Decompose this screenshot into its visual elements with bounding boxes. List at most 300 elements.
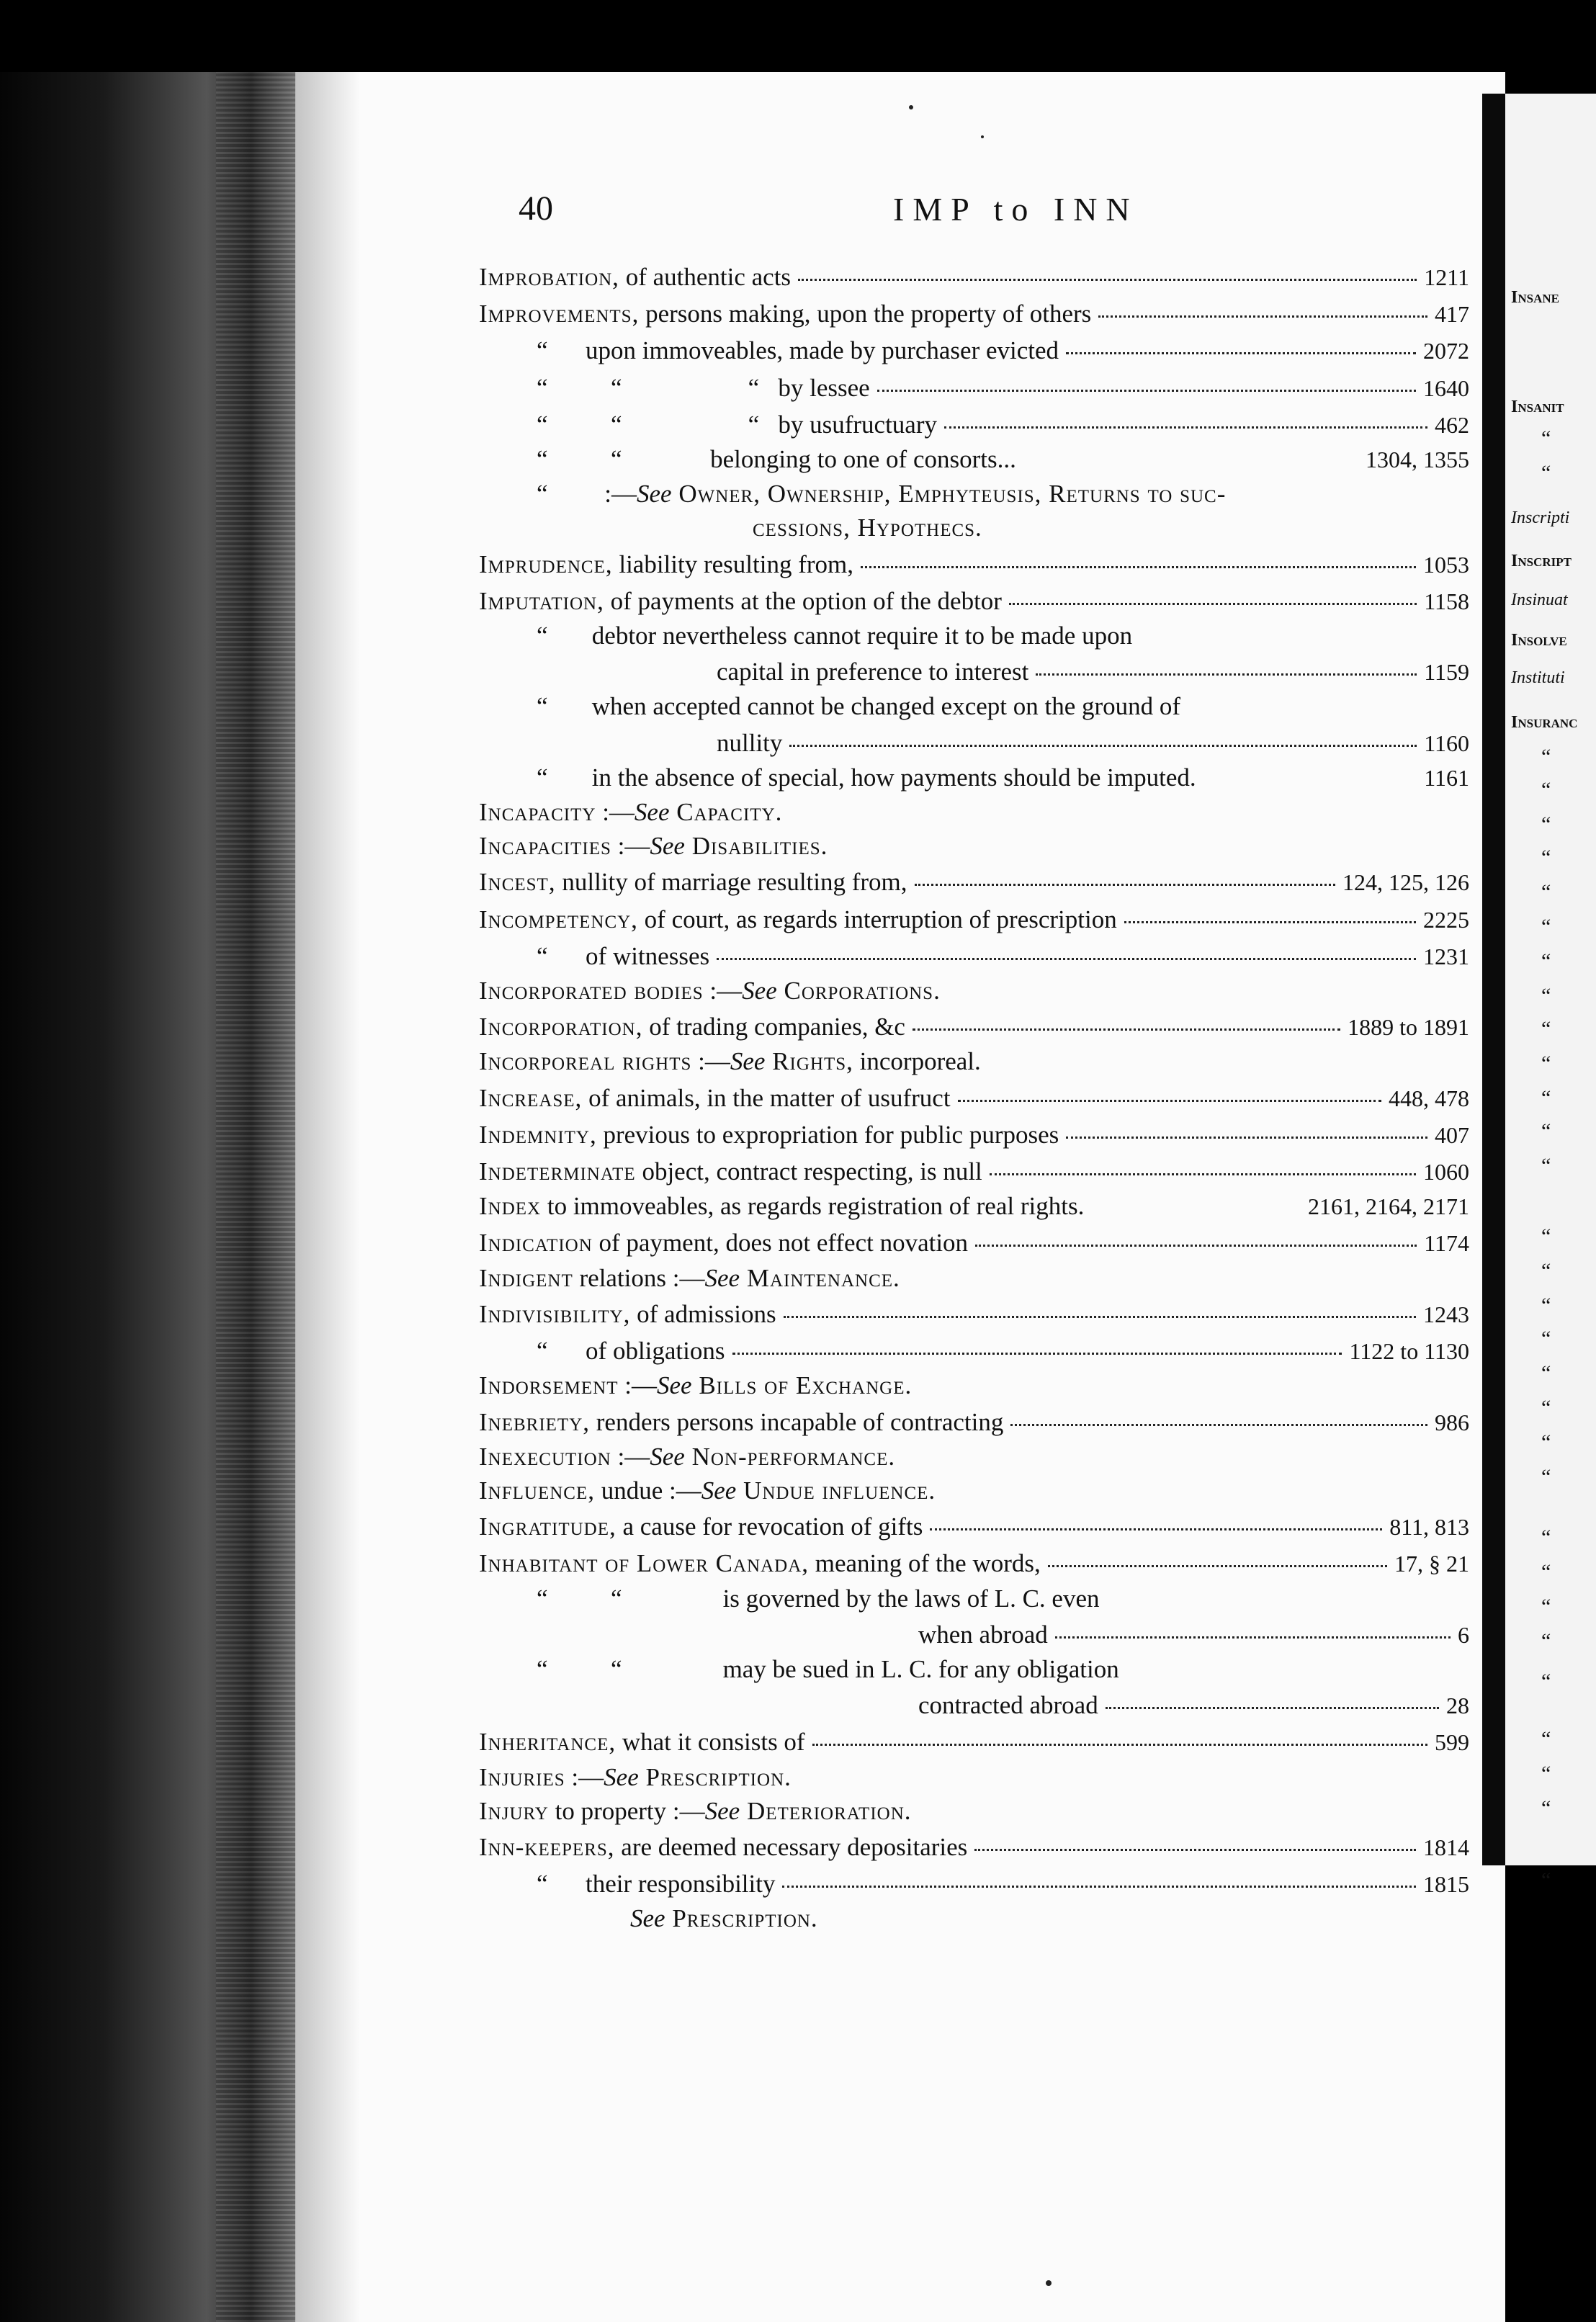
entry-text [479,1118,1059,1152]
cross-reference-heading: Non-performance. [684,1442,896,1471]
see-reference: See [704,1796,740,1825]
index-entry [479,761,1469,795]
index-entry [479,863,1469,900]
entry-heading: Ingratitude, [479,1512,617,1541]
index-entry [479,331,1469,368]
print-speck [981,135,984,138]
facing-page-fragment: “ [1541,1294,1551,1317]
cross-reference-heading: Capacity. [669,798,783,827]
entry-description: “ “ belonging to one of consorts... [537,445,1016,474]
entry-text [479,1010,905,1044]
entry-heading: Inheritance, [479,1728,617,1757]
entry-text [537,1867,775,1901]
facing-page-fragment: “ [1541,1430,1551,1454]
index-entry [479,900,1469,937]
index-entry [479,619,1469,653]
index-entry [479,1686,1469,1723]
entry-description: “ upon immoveables, made by purchaser evicted [537,336,1059,365]
index-entry [479,545,1469,582]
facing-page-fragment: “ [1541,1560,1551,1584]
index-entry [479,937,1469,974]
entry-heading: Index [479,1192,542,1221]
entry-text [479,1474,936,1507]
entry-heading: Inexecution [479,1442,611,1471]
leader-dots [958,1075,1381,1102]
entry-text [479,829,828,863]
cross-reference-heading: Owner, Ownership, Emphyteusis, Returns to suc- [671,480,1227,508]
entry-description: :— [596,798,635,827]
entry-heading: Indication [479,1229,593,1258]
entry-text [717,655,1028,689]
facing-page-fragment: “ [1541,1525,1551,1549]
leader-dots [913,1003,1340,1031]
entry-description: liability resulting from, [612,550,853,578]
leader-dots [789,720,1417,747]
entry-description: of trading companies, &c [642,1013,905,1041]
entry-heading: Influence, [479,1476,595,1505]
entry-heading: Injury [479,1796,549,1825]
entry-description: previous to expropriation for public purposes [596,1120,1059,1149]
entry-description: “ “ may be sued in L. C. for any obligation [537,1654,1119,1683]
article-number: 1060 [1423,1159,1469,1185]
index-entry [479,582,1469,619]
entry-description: object, contract respecting, is null [635,1157,982,1186]
facing-page-fragment: “ [1541,1361,1551,1385]
entry-text [479,1189,1084,1223]
leader-dots [974,1824,1416,1851]
index-entry [479,369,1469,405]
entry-description: “ in the absence of special, how payments should be imputed. [537,763,1196,792]
entry-text [479,297,1091,331]
gutter-texture [216,72,295,2322]
article-number: 1304, 1355 [1366,447,1469,473]
entry-heading: cessions, Hypothecs. [753,514,982,542]
index-entries [479,258,1469,1936]
article-number: 811, 813 [1389,1514,1469,1541]
article-number: 417 [1435,301,1469,328]
entry-description: relations :— [573,1263,705,1292]
article-number: 462 [1435,411,1469,438]
index-entry [479,1044,1469,1078]
index-entry [479,1507,1469,1544]
entry-text [479,865,907,899]
entry-heading: Incorporation, [479,1013,643,1041]
facing-page-fragment: “ [1541,1629,1551,1653]
article-number: 1815 [1423,1871,1469,1898]
article-number: 6 [1458,1621,1469,1648]
entry-text [753,511,982,544]
index-entry [479,1332,1469,1368]
entry-description: renders persons incapable of contracting [590,1407,1004,1436]
facing-page-fragment: “ [1541,1259,1551,1283]
leader-dots [1106,1682,1439,1709]
leader-dots [812,1718,1427,1746]
entry-heading: Incompetency, [479,905,638,933]
leader-dots [1066,327,1416,354]
index-entry [479,1224,1469,1260]
facing-page-fragment: “ [1541,1796,1551,1820]
entry-description: of admissions [630,1299,776,1328]
entry-description: :— [618,1371,657,1400]
entry-text [479,1226,968,1260]
entry-text [537,939,709,973]
entry-heading: Increase, [479,1083,583,1112]
leader-dots [975,1219,1417,1247]
leader-dots [930,1503,1382,1530]
running-head: IMP to INN [893,191,1139,228]
entry-description: persons making, upon the property of others [639,300,1092,328]
article-number: 1640 [1423,375,1469,401]
article-number: 407 [1435,1121,1469,1148]
index-entry [479,974,1469,1008]
index-entry [479,1008,1469,1044]
facing-page-fragment: “ [1541,1154,1551,1178]
entry-heading: Incorporated bodies [479,977,704,1005]
entry-description: of court, as regards interruption of prescription [637,905,1117,933]
entry-description: to immoveables, as regards registration of real rights. [541,1192,1085,1221]
index-entry [479,1474,1469,1507]
article-number: 1122 to 1130 [1349,1338,1469,1365]
entry-heading: Improvements, [479,300,640,328]
see-reference: See [701,1476,737,1505]
facing-page-fragment: “ [1541,1595,1551,1618]
cross-reference-heading: Undue influence. [736,1476,936,1505]
see-reference: See [604,1762,639,1791]
entry-text [479,1440,895,1474]
entry-text [479,1155,982,1188]
entry-description: :— [565,1762,604,1791]
print-speck [909,105,913,109]
facing-page-fragment: “ [1541,1017,1551,1041]
entry-description: “ “ “ by usufructuary [537,410,937,439]
entry-heading: Inebriety, [479,1407,591,1436]
leader-dots [1036,648,1417,676]
entry-text [630,1901,818,1935]
entry-text [479,260,791,294]
cross-reference-heading: Prescription. [665,1904,818,1933]
facing-page-fragment: “ [1541,984,1551,1008]
entry-description: when abroad [918,1620,1048,1649]
see-reference: See [742,977,777,1005]
article-number: 2225 [1423,906,1469,933]
article-number: 1174 [1424,1230,1469,1257]
entry-heading: Imprudence, [479,550,613,578]
cross-reference-heading: Rights, [765,1047,853,1076]
cross-reference-heading: Maintenance. [740,1263,900,1292]
leader-dots [1010,1399,1427,1426]
facing-page-fragment: “ [1541,1327,1551,1350]
facing-page-fragment: “ [1541,1224,1551,1248]
entry-description: :— [611,1442,650,1471]
leader-dots [1066,1111,1427,1139]
article-number: 124, 125, 126 [1342,869,1469,896]
leader-dots [717,933,1416,960]
entry-description: “ their responsibility [537,1870,776,1899]
index-entry [479,1615,1469,1652]
leader-dots [1203,756,1417,781]
see-reference: See [704,1263,740,1292]
facing-page-fragment: “ [1541,812,1551,836]
entry-text [479,1368,912,1402]
see-reference: See [630,1904,665,1933]
entry-text [479,547,853,581]
article-number: 2072 [1423,338,1469,364]
facing-page-fragment: “ [1541,1727,1551,1751]
entry-description: “ when accepted cannot be changed except on the ground of [537,692,1181,721]
entry-text [479,902,1117,936]
entry-description: “ of witnesses [537,941,710,970]
facing-page-fragment: “ [1541,880,1551,904]
entry-description: a cause for revocation of gifts [616,1512,923,1541]
cross-reference-heading: Prescription. [638,1762,792,1791]
entry-text [479,1760,792,1794]
entry-text [479,1081,951,1115]
index-entry [479,1079,1469,1116]
entry-description: nullity of marriage resulting from, [555,868,907,897]
index-entry [479,1828,1469,1865]
entry-text [479,1405,1003,1439]
see-reference: See [650,832,685,861]
leader-dots [1023,438,1358,463]
entry-heading: Indigent [479,1263,573,1292]
entry-text [479,1794,912,1828]
entry-heading: Inhabitant of Lower Canada, [479,1549,810,1578]
entry-text [537,333,1059,367]
entry-description: contracted abroad [918,1691,1098,1720]
leader-dots [877,364,1416,392]
article-number: 986 [1435,1409,1469,1435]
facing-page-fragment: “ [1541,1669,1551,1693]
entry-heading: Improbation, [479,263,619,291]
entry-description: :— [611,832,650,861]
facing-page-fragment: Inscript [1511,552,1572,570]
entry-heading: Indorsement [479,1371,619,1400]
index-entry [479,1403,1469,1440]
leader-dots [1098,290,1427,318]
entry-text [479,1261,900,1295]
index-entry [479,1723,1469,1760]
entry-description: of authentic acts [619,263,792,291]
entry-heading: Incorporeal rights [479,1047,692,1076]
facing-page-fragment: Insinuat [1511,591,1568,609]
leader-dots [1048,1540,1387,1567]
article-number: 1231 [1423,943,1469,969]
entry-text [537,371,870,405]
entry-text [717,726,782,760]
index-entry [479,258,1469,295]
entry-heading: Imputation, [479,586,604,615]
entry-heading: Indivisibility, [479,1299,631,1328]
entry-description: of payments at the option of the debtor [604,586,1002,615]
see-reference: See [730,1047,766,1076]
entry-description: “ debtor nevertheless cannot require it to be made upon [537,622,1133,650]
facing-page-fragment: Insanit [1511,398,1564,416]
entry-description: undue :— [594,1476,701,1505]
facing-page-fragment: “ [1541,846,1551,869]
entry-description: to property :— [548,1796,705,1825]
entry-description: “ “ “ by lessee [537,373,870,402]
leader-dots [732,1327,1342,1355]
facing-page-fragment: “ [1541,1465,1551,1489]
entry-description: of payment, does not effect novation [592,1229,969,1258]
print-speck [1046,2280,1052,2286]
page-number: 40 [519,189,553,228]
facing-page-fragment: “ [1541,778,1551,802]
facing-page-fragment: “ [1541,1052,1551,1075]
entry-text [918,1688,1098,1722]
entry-text [537,1334,725,1368]
entry-heading: Incapacities [479,832,611,861]
entry-text [479,974,941,1008]
article-number: 1243 [1423,1301,1469,1327]
article-number: 2161, 2164, 2171 [1308,1193,1469,1220]
entry-description: are deemed necessary depositaries [614,1832,968,1861]
article-number: 448, 478 [1389,1085,1469,1111]
entry-text [537,477,1226,511]
index-entry [479,477,1469,511]
facing-page-fragment: “ [1541,915,1551,938]
index-entry [479,1152,1469,1189]
facing-page-fragment: “ [1541,461,1551,485]
index-entry [479,1582,1469,1615]
cross-reference-heading: Disabilities. [684,832,828,861]
leader-dots [990,1148,1416,1175]
leader-dots [798,254,1417,281]
index-entry [479,1368,1469,1402]
leader-dots [1009,578,1417,605]
entry-text [537,689,1180,723]
see-reference: See [637,480,672,508]
entry-text [537,1582,1100,1615]
entry-heading: Injuries [479,1762,565,1791]
entry-heading: Incest, [479,868,556,897]
index-entry [479,724,1469,761]
index-entry [479,1261,1469,1295]
entry-description: “ “ is governed by the laws of L. C. even [537,1584,1100,1613]
article-number: 1158 [1424,588,1469,614]
entry-description: meaning of the words, [809,1549,1041,1578]
article-number: 599 [1435,1729,1469,1756]
entry-heading: Incapacity [479,798,596,827]
entry-tail: incorporeal. [853,1047,981,1076]
leader-dots [782,1860,1416,1888]
cross-reference-heading: Corporations. [776,977,941,1005]
entry-description: what it consists of [616,1728,805,1757]
entry-text [479,1297,776,1331]
index-entry [479,1440,1469,1474]
entry-text [479,1725,805,1759]
article-number: 1814 [1423,1834,1469,1860]
entry-description: capital in preference to interest [717,658,1029,686]
index-entry [479,653,1469,689]
index-entry [479,1116,1469,1152]
article-number: 17, § 21 [1394,1551,1469,1577]
facing-page-fragment: “ [1541,745,1551,768]
article-number: 1889 to 1891 [1348,1014,1469,1041]
entry-text [479,584,1002,618]
facing-page-fragment: “ [1541,1396,1551,1420]
index-entry [479,511,1469,544]
index-entry [479,1760,1469,1794]
index-entry [479,1901,1469,1935]
index-entry [479,689,1469,723]
leader-dots [944,401,1427,429]
see-reference: See [656,1371,692,1400]
entry-description: :— [703,977,743,1005]
index-entry [479,1295,1469,1332]
article-number: 1211 [1424,264,1469,290]
article-number: 1161 [1424,764,1469,791]
entry-text [479,1044,981,1078]
facing-page-fragment: “ [1541,1868,1551,1892]
entry-description: “ of obligations [537,1337,725,1366]
facing-page-fragment: “ [1541,426,1551,450]
entry-text [479,1546,1041,1580]
facing-page-fragment: Insane [1511,288,1559,307]
leader-dots [861,541,1416,568]
entry-text [537,761,1196,794]
entry-description: :— [691,1047,730,1076]
facing-page-fragment: Insolve [1511,631,1567,650]
facing-page-fragment: Instituti [1511,668,1565,687]
index-entry [479,1189,1469,1224]
page-edge-shadow [1482,94,1505,1865]
see-reference: See [634,798,670,827]
cross-reference-heading: Bills of Exchange. [691,1371,913,1400]
index-entry [479,1544,1469,1581]
index-entry [479,1794,1469,1828]
entry-heading: Indemnity, [479,1120,597,1149]
entry-text [537,442,1016,476]
cross-reference-heading: Deterioration. [740,1796,912,1825]
index-entry [479,442,1469,477]
entry-text [537,408,937,441]
entry-heading: Inn-keepers, [479,1832,615,1861]
index-entry [479,405,1469,442]
facing-page-fragment: “ [1541,1762,1551,1785]
leader-dots [1055,1611,1451,1639]
facing-page-fragment: Insuranc [1511,713,1578,732]
index-entry [479,1865,1469,1901]
leader-dots [915,859,1335,886]
facing-page-fragment: “ [1541,1119,1551,1143]
index-entry [479,1652,1469,1686]
entry-heading: Indeterminate [479,1157,636,1186]
entry-text [537,1652,1119,1686]
index-entry [479,295,1469,331]
page-fold-shadow [295,72,360,2322]
see-reference: See [650,1442,685,1471]
leader-dots [1091,1185,1301,1210]
entry-description: nullity [717,728,783,757]
entry-text [479,1510,923,1543]
facing-page-fragment: Inscripti [1511,508,1570,527]
entry-description: “ :— [537,480,637,508]
facing-page-fragment: “ [1541,949,1551,973]
leader-dots [784,1291,1416,1318]
leader-dots [1124,896,1416,923]
facing-page-fragment: “ [1541,1086,1551,1110]
index-entry [479,795,1469,829]
article-number: 1053 [1423,551,1469,578]
entry-description: of animals, in the matter of usufruct [582,1083,951,1112]
article-number: 1159 [1424,659,1469,686]
entry-text [479,1830,967,1864]
article-number: 28 [1446,1693,1469,1719]
entry-text [918,1618,1048,1651]
article-number: 1160 [1424,730,1469,756]
index-entry [479,829,1469,863]
